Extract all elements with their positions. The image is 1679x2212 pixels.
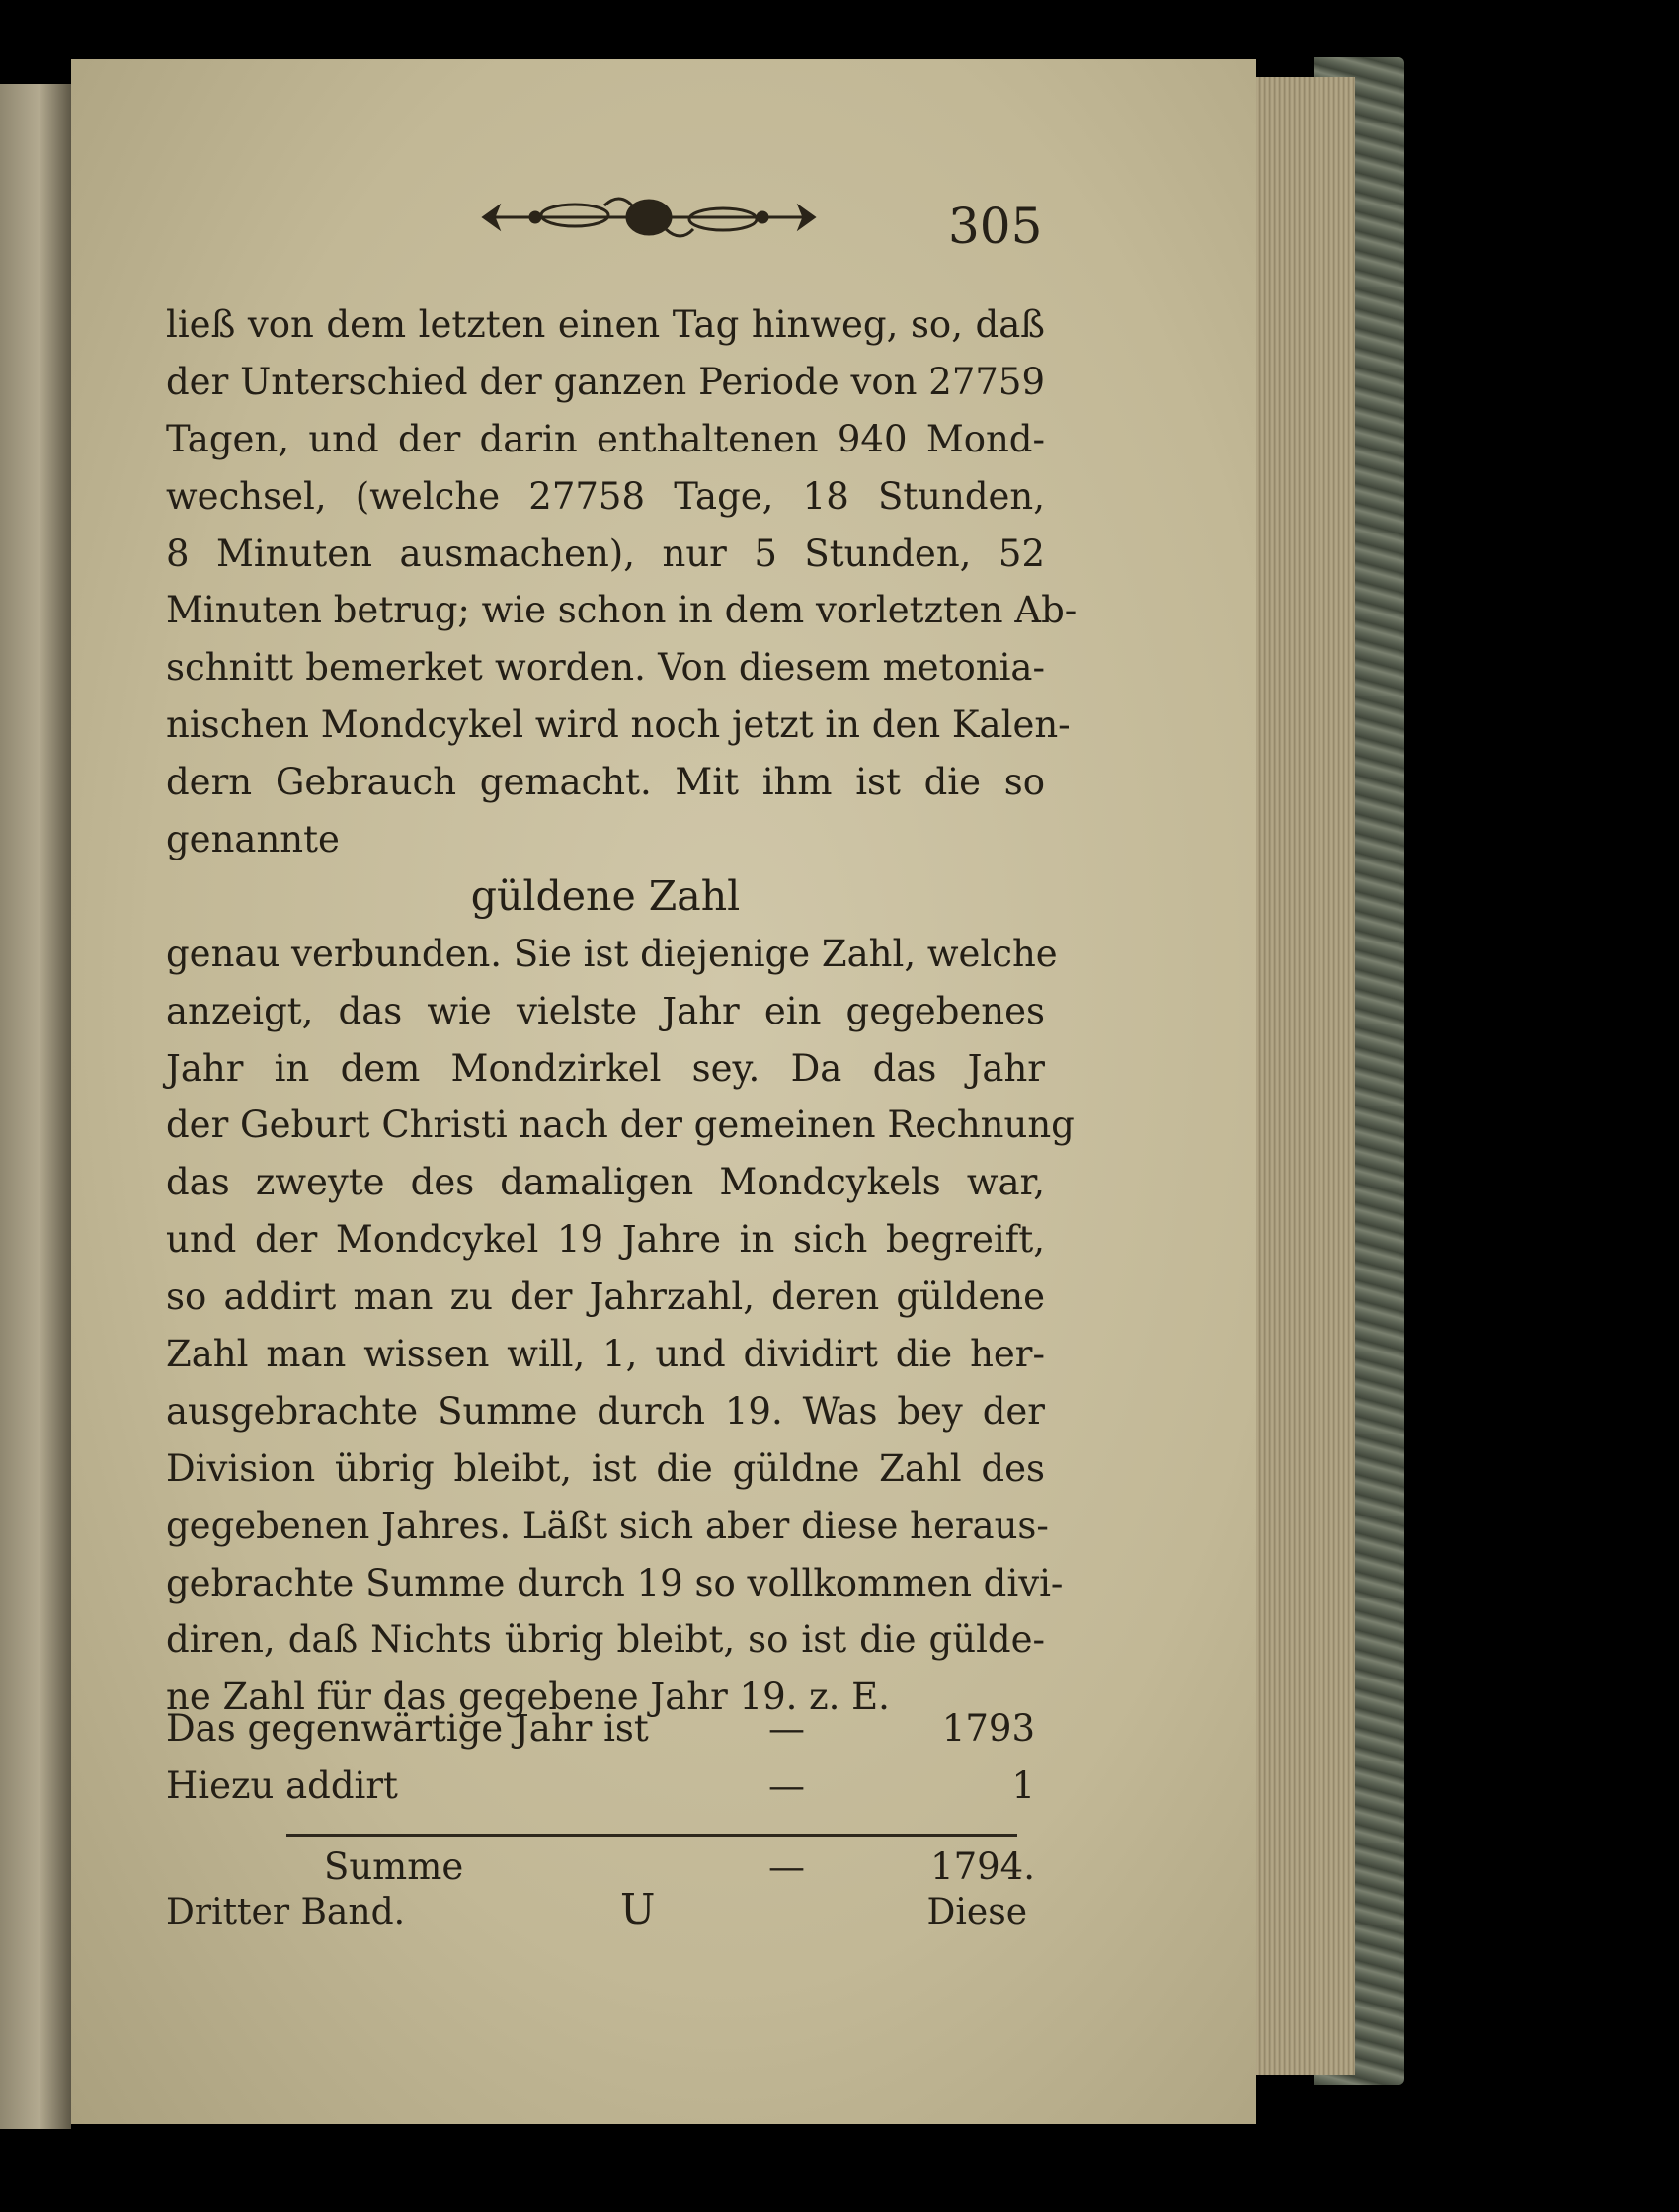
text-line: ausgebrachte Summe durch 19. Was bey der bbox=[166, 1389, 1045, 1433]
text-line: Minuten betrug; wie schon in dem vorletzten Ab- bbox=[166, 589, 1078, 632]
text-line: so addirt man zu der Jahrzahl, deren güldene bbox=[166, 1275, 1045, 1319]
calculation-row bbox=[166, 1764, 1035, 1820]
text-line: der Unterschied der ganzen Periode von 27759 bbox=[166, 360, 1045, 403]
text-line: ne Zahl für das gegebene Jahr 19. z. E. bbox=[166, 1676, 890, 1719]
text-line: Zahl man wissen will, 1, und dividirt die her- bbox=[166, 1333, 1045, 1376]
body-text bbox=[166, 296, 1078, 1726]
volume-signature: Dritter Band. bbox=[166, 1892, 406, 1932]
calculation-value: 1794. bbox=[930, 1845, 1035, 1888]
calculation-label: Hiezu addirt bbox=[166, 1764, 398, 1807]
calculation-dash: — bbox=[768, 1764, 805, 1807]
sheet-signature: U bbox=[620, 1885, 656, 1933]
page-block-edges bbox=[1254, 77, 1355, 2075]
facing-page-edge bbox=[0, 84, 71, 2129]
text-line: Tagen, und der darin enthaltenen 940 Mond- bbox=[166, 417, 1045, 460]
text-line: und der Mondcykel 19 Jahre in sich begreift, bbox=[166, 1218, 1045, 1262]
text-line: der Geburt Christi nach der gemeinen Rechnung bbox=[166, 1104, 1075, 1147]
text-line: ließ von dem letzten einen Tag hinweg, so, daß bbox=[166, 303, 1045, 346]
calculation-label: Summe bbox=[324, 1845, 464, 1888]
page-number: 305 bbox=[948, 198, 1043, 255]
text-line: das zweyte des damaligen Mondcykels war, bbox=[166, 1161, 1045, 1204]
calculation-dash: — bbox=[768, 1845, 805, 1888]
calculation-value: 1 bbox=[1011, 1764, 1035, 1807]
printers-ornament bbox=[476, 188, 822, 247]
text-line: nischen Mondcykel wird noch jetzt in den Kalen- bbox=[166, 703, 1071, 747]
text-line: Jahr in dem Mondzirkel sey. Da das Jahr bbox=[166, 1046, 1045, 1090]
text-line: anzeigt, das wie vielste Jahr ein gegebenes bbox=[166, 989, 1045, 1032]
text-line: diren, daß Nichts übrig bleibt, so ist die gülde- bbox=[166, 1618, 1045, 1662]
calculation-label: Das gegenwärtige Jahr ist bbox=[166, 1707, 649, 1750]
text-line: genau verbunden. Sie ist diejenige Zahl, welche bbox=[166, 932, 1058, 975]
sum-rule bbox=[286, 1834, 1017, 1837]
text-line: gegebenen Jahres. Läßt sich aber diese heraus- bbox=[166, 1504, 1049, 1547]
text-line: schnitt bemerket worden. Von diesem metonia- bbox=[166, 646, 1045, 690]
calculation-dash: — bbox=[768, 1707, 805, 1750]
section-heading: güldene Zahl bbox=[470, 871, 741, 920]
calculation-row bbox=[166, 1707, 1035, 1762]
catchword: Diese bbox=[926, 1892, 1027, 1932]
text-line: 8 Minuten ausmachen), nur 5 Stunden, 52 bbox=[166, 532, 1045, 575]
text-line: gebrachte Summe durch 19 so vollkommen divi- bbox=[166, 1561, 1064, 1604]
calculation-value: 1793 bbox=[941, 1707, 1035, 1750]
text-line: dern Gebrauch gemacht. Mit ihm ist die so bbox=[166, 761, 1045, 804]
text-line: wechsel, (welche 27758 Tage, 18 Stunden, bbox=[166, 474, 1045, 518]
text-line: genannte bbox=[166, 818, 340, 861]
text-line: Division übrig bleibt, ist die güldne Zahl des bbox=[166, 1446, 1045, 1490]
